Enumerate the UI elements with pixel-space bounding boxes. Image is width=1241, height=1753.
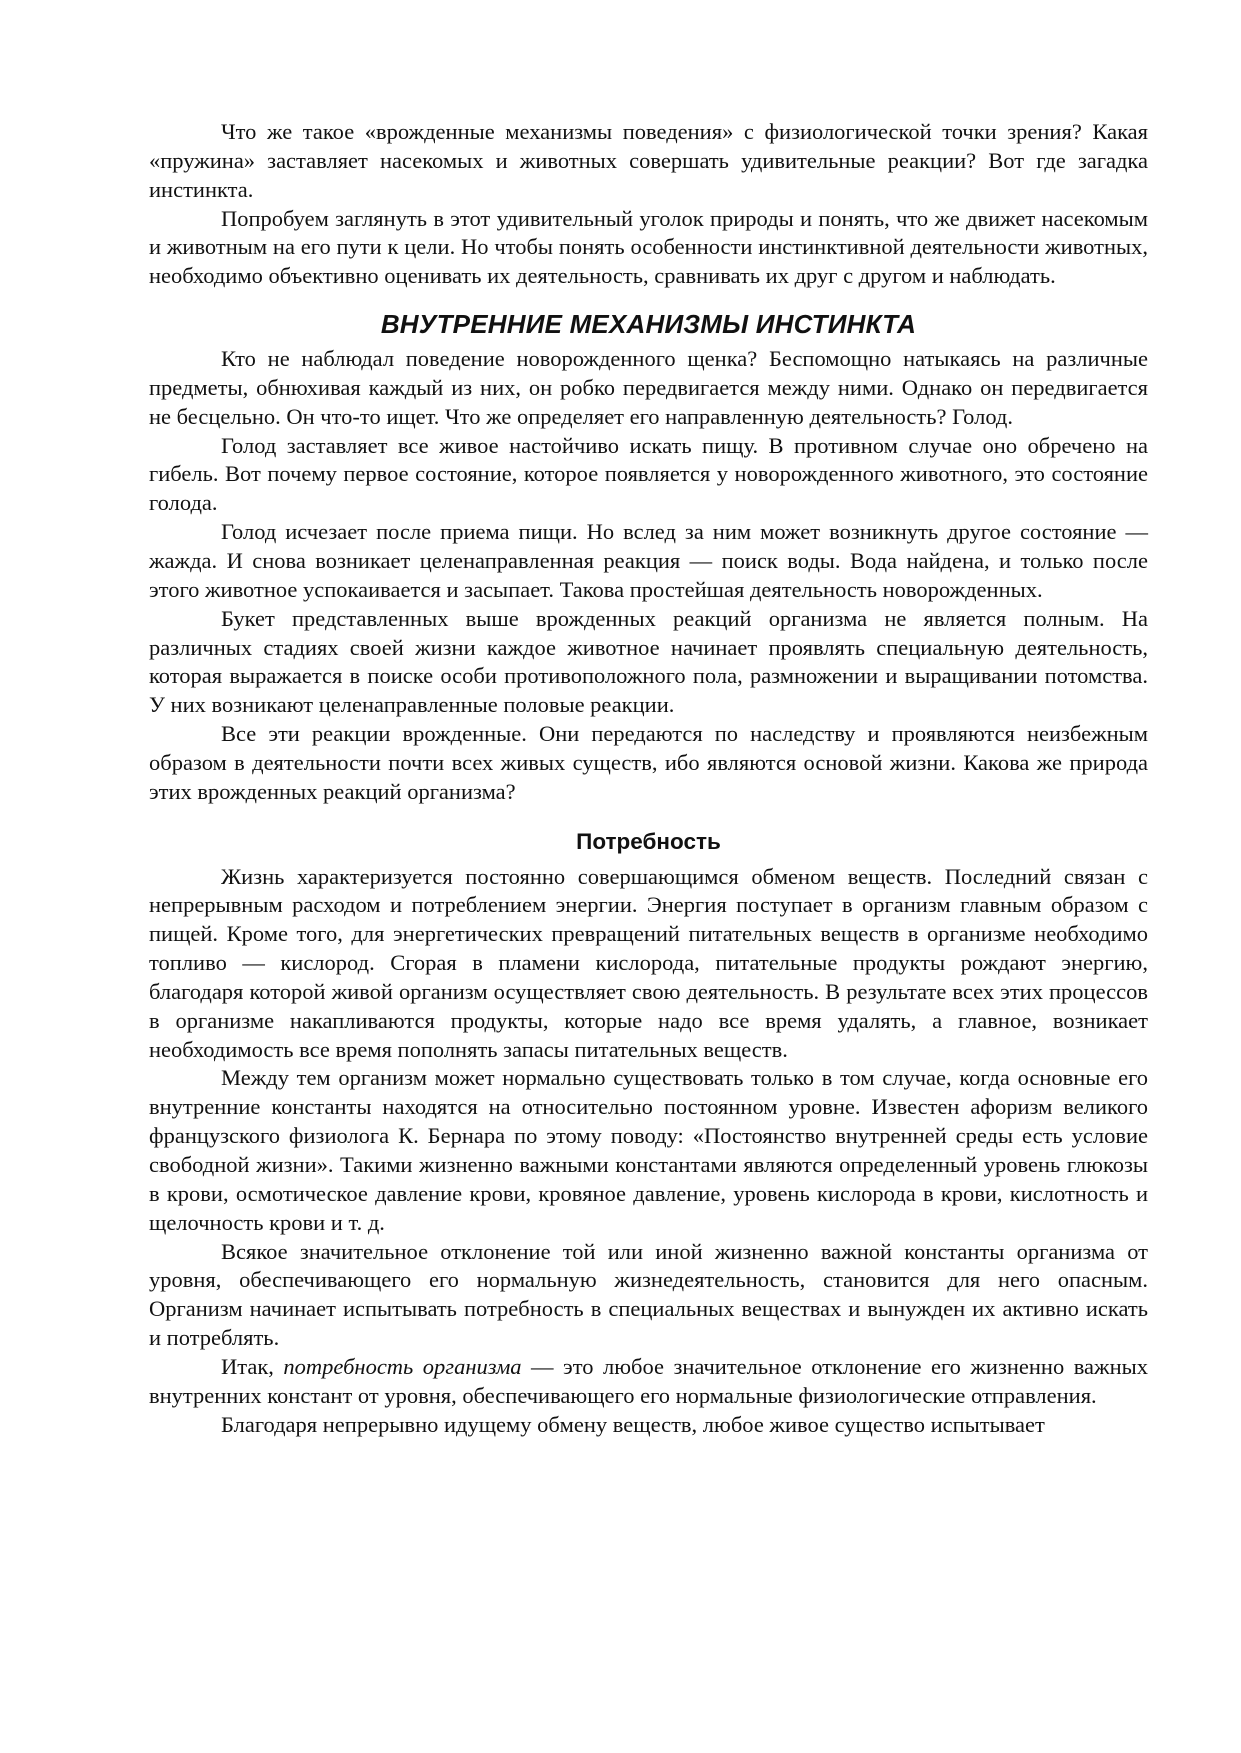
section-paragraph-5: Все эти реакции врожденные. Они передаются по наследству и проявляются неизбежным образом в деятельности почти всех живых существ, ибо являются основой жизни. Какова же природа этих врожденных реакций организма? [149,721,1148,804]
section-paragraph-3: Голод исчезает после приема пищи. Но вслед за ним может возникнуть другое состояние — жажда. И снова возникает целенаправленная реакция — поиск воды. Вода найдена, и только после этого животное успокаивается и засыпает. Такова простейшая деятельность новорожденных. [149,519,1148,602]
definition-lead: Итак, [221,1353,284,1379]
definition-rest: — это любое значительное отклонение его жизненно важных внутренних констант от уровня, обеспечивающего его нормальные физиологические отправления. [149,1353,1148,1408]
intro-paragraph-1: Что же такое «врожденные механизмы поведения» с физиологической точки зрения? Какая «пружина» заставляет насекомых и животных совершать удивительные реакции? Вот где загадка инстинкта. [149,119,1148,202]
section-paragraph-1: Кто не наблюдал поведение новорожденного щенка? Беспомощно натыкаясь на различные предметы, обнюхивая каждый из них, он робко передвигается между ними. Однако он передвигается не бесцельно. Он что-то ищет. Что же определяет его направленную деятельность? Голод. [149,346,1148,429]
page-content [149,118,1148,1439]
intro-paragraph-2: Попробуем заглянуть в этот удивительный уголок природы и понять, что же движет насекомым и животным на его пути к цели. Но чтобы понять особенности инстинктивной деятельности животных, необходимо объективно оценивать их деятельность, сравнивать их друг с другом и наблюдать. [149,205,1148,289]
subsection-paragraph-3: Всякое значительное отклонение той или иной жизненно важной константы организма от уровня, обеспечивающего его нормальную жизнедеятельность, становится для него опасным. Организм начинает испытывать потребность в специальных веществах и вынужден их активно искать и потреблять. [149,1238,1148,1351]
section-paragraph-2: Голод заставляет все живое настойчиво искать пищу. В противном случае оно обречено на гибель. Вот почему первое состояние, которое появляется у новорожденного животного, это состояние голода. [149,432,1148,516]
subsection-heading: Потребность [576,828,721,854]
definition-paragraph [149,1353,1148,1411]
subsection-paragraph-2: Между тем организм может нормально существовать только в том случае, когда основные его внутренние константы находятся на относительно постоянном уровне. Известен афоризм великого французского физиолога К. Бернара по этому поводу: «Постоянство внутренней среды есть условие свободной жизни». Такими жизненно важными константами являются определенный уровень глюкозы в крови, осмотическое давление крови, кровяное давление, уровень кислорода в крови, кислотность и щелочность крови и т. д. [149,1065,1148,1235]
section-paragraph-4: Букет представленных выше врожденных реакций организма не является полным. На различных стадиях своей жизни каждое животное начинает проявлять специальную деятельность, которая выражается в поиске особи противоположного пола, размножении и выращивании потомства. У них возникают целенаправленные половые реакции. [149,605,1148,718]
subsection-paragraph-1: Жизнь характеризуется постоянно совершающимся обменом веществ. Последний связан с непрерывным расходом и потреблением энергии. Энергия поступает в организм главным образом с пищей. Кроме того, для энергетических превращений питательных веществ в организме необходимо топливо — кислород. Сгорая в пламени кислорода, питательные продукты рождают энергию, благодаря которой живой организм осуществляет свою деятельность. В результате всех этих процессов в организме накапливаются продукты, которые надо все время удалять, а главное, возникает необходимость все время пополнять запасы питательных веществ. [149,863,1148,1062]
section-heading: ВНУТРЕННИЕ МЕХАНИЗМЫ ИНСТИНКТА [380,309,917,340]
definition-term: потребность организма [283,1353,522,1379]
final-paragraph: Благодаря непрерывно идущему обмену веществ, любое живое существо испытывает [221,1411,1045,1437]
